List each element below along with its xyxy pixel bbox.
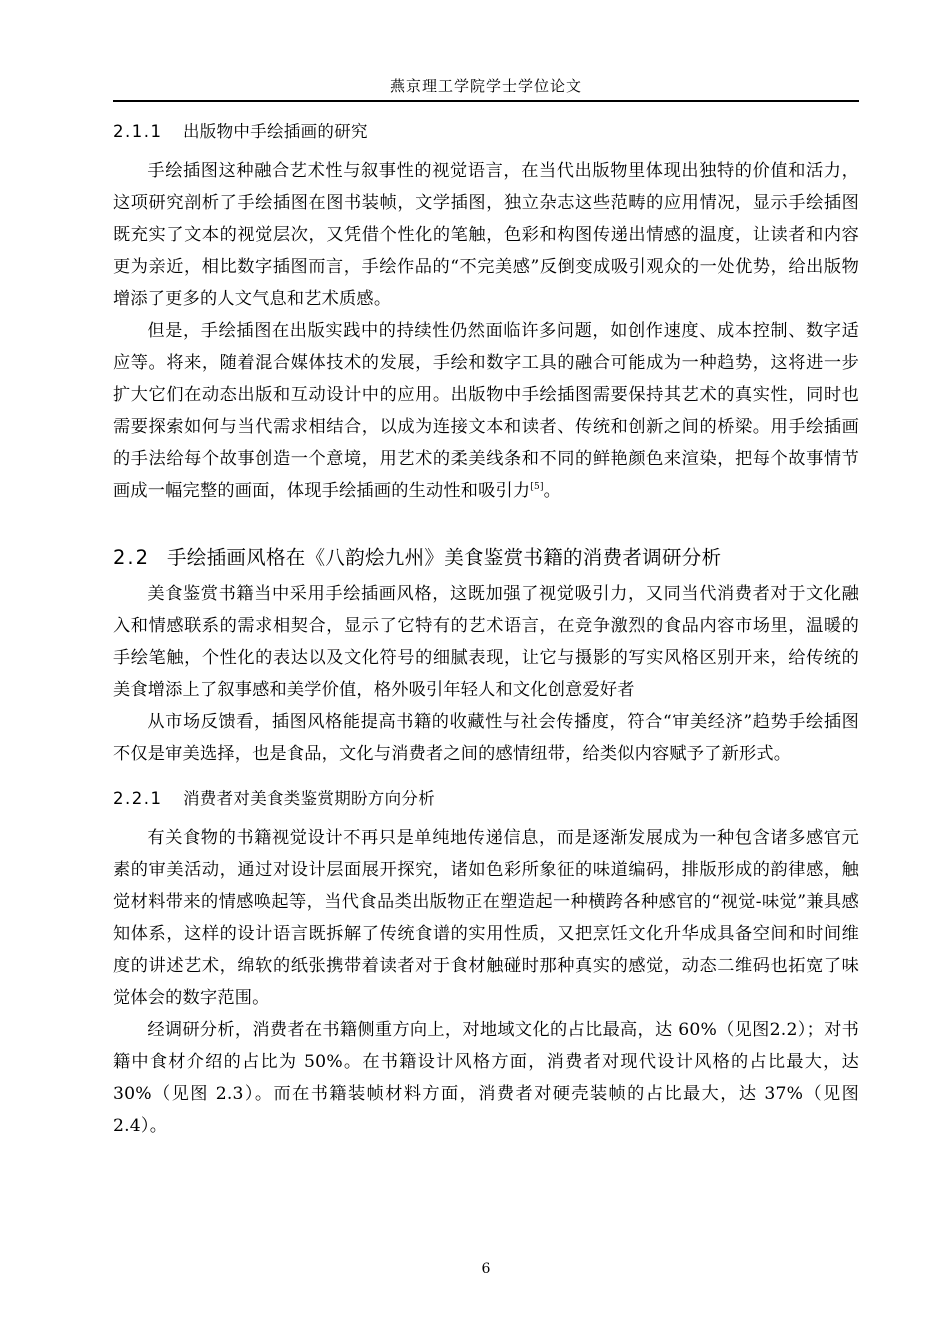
page-body <box>113 113 859 1142</box>
section-number: 2.2.1 <box>113 789 163 808</box>
paragraph: 有关食物的书籍视觉设计不再只是单纯地传递信息，而是逐渐发展成为一种包含诸多感官元素的审美活动，通过对设计层面展开探究，诸如色彩所象征的味道编码，排版形成的韵律感，触觉材料带来的情感唤起等，当代食品类出版物正在塑造起一种横跨各种感官的“视觉-味觉”兼具感知体系，这样的设计语言既拆解了传统食谱的实用性质，又把烹饪文化升华成具备空间和时间维度的讲述艺术，绵软的纸张携带着读者对于食材触碰时那种真实的感觉，动态二维码也拓宽了味觉体会的数字范围。 <box>113 828 859 1008</box>
section-title: 出版物中手绘插画的研究 <box>183 122 368 141</box>
header-rule <box>113 100 859 102</box>
paragraph: 经调研分析，消费者在书籍侧重方向上，对地域文化的占比最高，达 60%（见图2.2）；对书籍中食材介绍的占比为 50%。在书籍设计风格方面，消费者对现代设计风格的占比最大，达 30%（见图 2.3）。而在书籍装帧材料方面，消费者对硬壳装帧的占比最大，达 37%（见图 2.4）。 <box>113 1020 859 1136</box>
section-title: 手绘插画风格在《八韵烩九州》美食鉴赏书籍的消费者调研分析 <box>167 546 722 569</box>
page-number: 6 <box>481 1261 491 1277</box>
paragraph-text: 但是，手绘插图在出版实践中的持续性仍然面临许多问题，如创作速度、成本控制、数字适应等。将来，随着混合媒体技术的发展，手绘和数字工具的融合可能成为一种趋势，这将进一步扩大它们在动态出版和互动设计中的应用。出版物中手绘插图需要保持其艺术的真实性，同时也需要探索如何与当代需求相结合，以成为连接文本和读者、传统和创新之间的桥梁。用手绘插画的手法给每个故事创造一个意境，用艺术的柔美线条和不同的鲜艳颜色来渲染，把每个故事情节画成一幅完整的画面，体现手绘插画的生动性和吸引力 <box>113 321 859 501</box>
section-number: 2.1.1 <box>113 122 163 141</box>
paragraph-end: 。 <box>543 481 562 501</box>
section-heading-2-1-1 <box>113 120 859 144</box>
paragraph: 美食鉴赏书籍当中采用手绘插画风格，这既加强了视觉吸引力，又同当代消费者对于文化融入和情感联系的需求相契合，显示了它特有的艺术语言，在竞争激烈的食品内容市场里，温暖的手绘笔触，个性化的表达以及文化符号的细腻表现，让它与摄影的写实风格区别开来，给传统的美食增添上了叙事感和美学价值，格外吸引年轻人和文化创意爱好者 <box>113 584 859 700</box>
paragraph <box>113 315 859 507</box>
paragraph: 手绘插图这种融合艺术性与叙事性的视觉语言，在当代出版物里体现出独特的价值和活力，这项研究剖析了手绘插图在图书装帧，文学插图，独立杂志这些范畴的应用情况，显示手绘插图既充实了文本的视觉层次，又凭借个性化的笔触，色彩和构图传递出情感的温度，让读者和内容更为亲近，相比数字插图而言，手绘作品的“不完美感”反倒变成吸引观众的一处优势，给出版物增添了更多的人文气息和艺术质感。 <box>113 161 859 309</box>
paragraph: 从市场反馈看，插图风格能提高书籍的收藏性与社会传播度，符合“审美经济”趋势手绘插图不仅是审美选择，也是食品，文化与消费者之间的感情纽带，给类似内容赋予了新形式。 <box>113 712 859 764</box>
citation: [5] <box>530 482 544 492</box>
section-number: 2.2 <box>113 546 151 569</box>
section-heading-2-2-1 <box>113 787 859 811</box>
section-heading-2-2 <box>113 544 859 572</box>
section-title: 消费者对美食类鉴赏期盼方向分析 <box>183 789 435 808</box>
running-header: 燕京理工学院学士学位论文 <box>389 77 582 95</box>
